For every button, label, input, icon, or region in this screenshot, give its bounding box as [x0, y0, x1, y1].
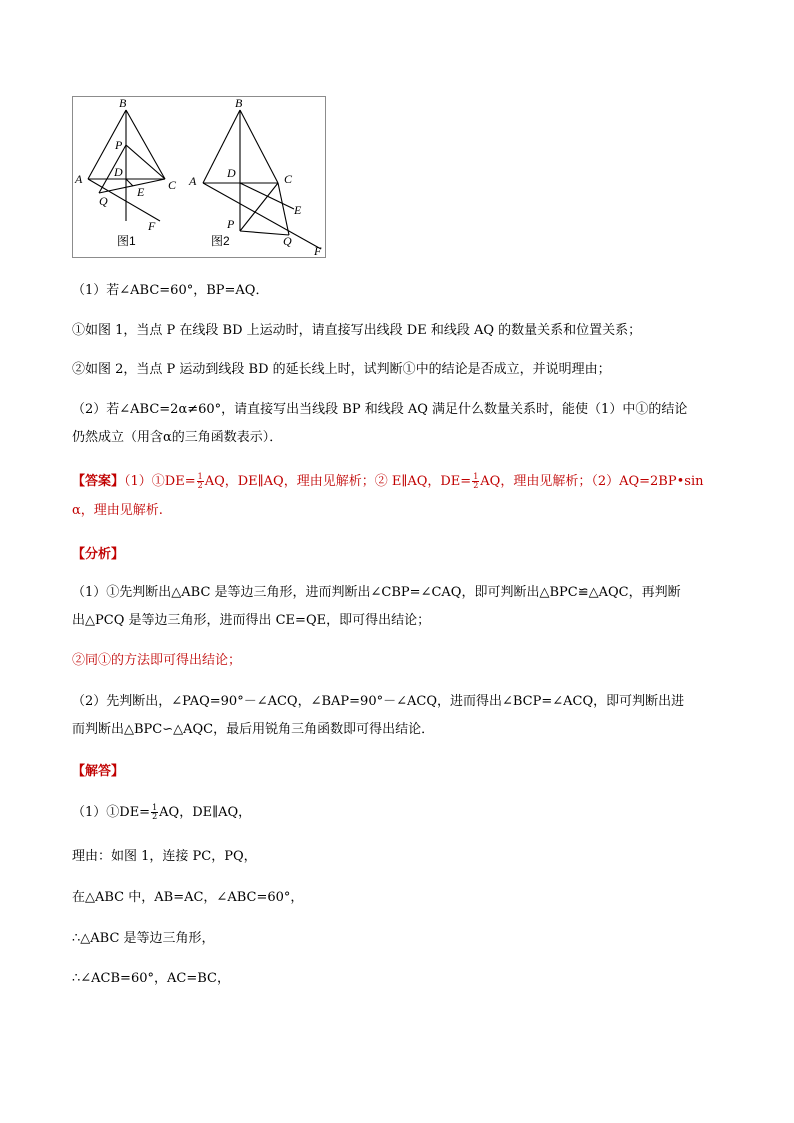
answer-fraction-2 [472, 473, 479, 490]
fig2-label-a: A [189, 174, 197, 188]
solution-step1-b: AQ，DE∥AQ， [159, 805, 252, 820]
fig2-label-e: E [294, 203, 302, 217]
figure-svg [73, 97, 325, 257]
analysis-p3-line2: 而判断出△BPC∽△AQC，最后用锐角三角函数即可得出结论． [72, 722, 435, 737]
analysis-p1-line2: 出△PCQ 是等边三角形，进而得出 CE=QE，即可得出结论； [72, 613, 431, 628]
fraction-denominator: 2 [152, 812, 158, 821]
solution-step1-a: （1）①DE= [72, 805, 151, 820]
analysis-p3-line1: （2）先判断出，∠PAQ=90°－∠ACQ，∠BAP=90°－∠ACQ，进而得出∠BCP=∠ACQ，即可判断出进 [72, 694, 685, 709]
answer-text-c: AQ，理由见解析；（2）AQ=2BP•sin [480, 474, 704, 489]
fig2-label-c: C [284, 172, 293, 186]
fraction-numerator: 1 [473, 472, 479, 481]
question-part1-sub1: ①如图 1，当点 P 在线段 BD 上运动时，请直接写出线段 DE 和线段 AQ 的数量关系和位置关系； [72, 323, 642, 338]
question-part2-line1: （2）若∠ABC=2α≠60°，请直接写出当线段 BP 和线段 AQ 满足什么数量关系时，能使（1）中①的结论 [72, 402, 688, 417]
solution-fraction [151, 804, 158, 821]
answer-header: 【答案】 [72, 474, 125, 489]
fig1-label-c: C [168, 178, 177, 192]
fig2-caption: 图2 [211, 234, 230, 248]
fig2-segment-cq [278, 183, 289, 235]
question-part2-line2: 仍然成立（用含α的三角函数表示）． [72, 430, 283, 445]
fig2-label-f: F [314, 244, 322, 257]
fraction-numerator: 1 [152, 803, 158, 812]
answer-line1 [72, 473, 732, 491]
fig1-label-a: A [75, 172, 83, 186]
fig1-caption: 图1 [117, 234, 136, 248]
fig2-label-q: Q [283, 234, 292, 248]
fig2-segment-bc [240, 110, 278, 183]
solution-step4: ∴△ABC 是等边三角形， [72, 931, 215, 946]
analysis-header: 【分析】 [72, 547, 125, 562]
answer-text-b: AQ，DE∥AQ，理由见解析；② E∥AQ，DE= [204, 474, 472, 489]
solution-step3: 在△ABC 中，AB=AC，∠ABC=60°， [72, 890, 304, 905]
answer-line2: α，理由见解析. [72, 503, 163, 518]
answer-text-a: （1）①DE= [124, 474, 196, 489]
fig1-label-p: P [115, 138, 123, 152]
fig1-label-q: Q [99, 194, 108, 208]
fig1-segment-bc [126, 110, 165, 179]
solution-step5: ∴∠ACB=60°，AC=BC， [72, 971, 230, 986]
geometry-figure [72, 96, 326, 258]
fraction-denominator: 2 [197, 481, 203, 490]
fig1-label-e: E [137, 185, 145, 199]
fig2-segment-pq [240, 231, 289, 235]
analysis-p2: ②同①的方法即可得出结论； [72, 653, 242, 668]
analysis-p1-line1: （1）①先判断出△ABC 是等边三角形，进而判断出∠CBP=∠CAQ，即可判断出△BPC≌△AQC，再判断 [72, 585, 681, 600]
fig1-label-b: B [119, 97, 127, 110]
fig1-label-f: F [148, 219, 156, 233]
fig1-segment-de [126, 179, 133, 186]
fig1-label-d: D [114, 165, 123, 179]
fig2-label-p: P [227, 217, 235, 231]
fig2-label-d: D [227, 166, 236, 180]
solution-header: 【解答】 [72, 764, 125, 779]
fraction-numerator: 1 [197, 472, 203, 481]
question-part1-sub2: ②如图 2，当点 P 运动到线段 BD 的延长线上时，试判断①中的结论是否成立，并说明理由； [72, 362, 611, 377]
fig1-segment-pc [126, 145, 165, 179]
question-part1: （1）若∠ABC=60°，BP=AQ． [72, 283, 269, 298]
solution-step2: 理由：如图 1，连接 PC，PQ， [72, 849, 257, 864]
answer-fraction-1 [197, 473, 204, 490]
fig2-label-b: B [235, 97, 243, 110]
fig1-segment-qc [99, 179, 165, 193]
fraction-denominator: 2 [473, 481, 479, 490]
solution-step1 [72, 804, 732, 822]
fig2-segment-de [240, 183, 294, 209]
